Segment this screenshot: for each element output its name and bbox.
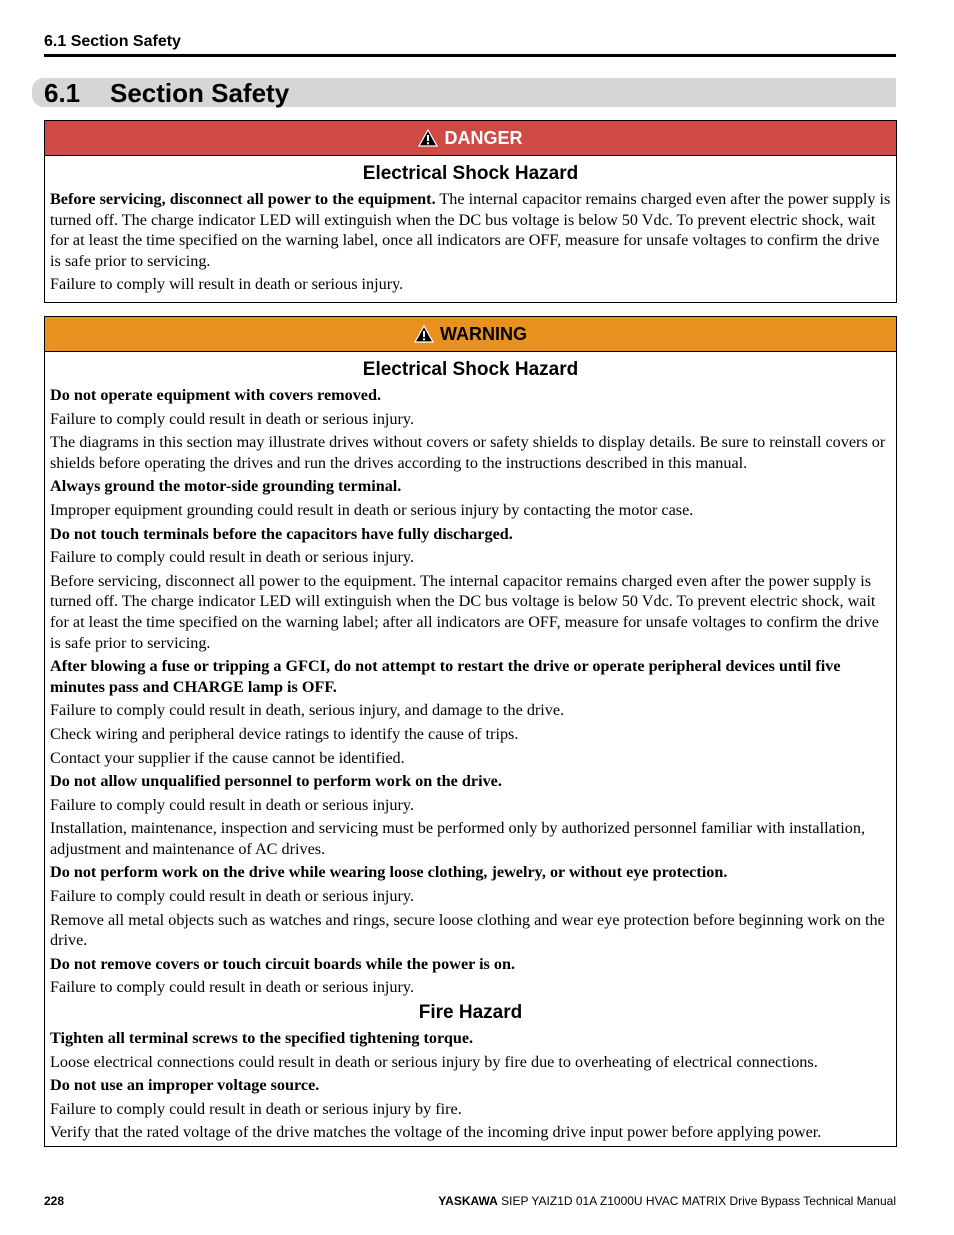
danger-lead-rest: The internal capacitor remains charged even after the power supply is turned off. The charge indicator LED will extinguish when the DC bus voltage is below 50 Vdc. To prevent electric shock, wait for at least the time specified on the warning label, once all indicators are OFF, measure for unsafe voltages to confirm the drive is safe prior to servicing.: [50, 190, 891, 270]
section-title-text: Section Safety: [110, 78, 290, 108]
danger-body: [45, 189, 896, 295]
instruction-text: Contact your supplier if the cause cannot be identified.: [50, 748, 405, 767]
instruction-text: Failure to comply could result in death, serious injury, and damage to the drive.: [50, 701, 565, 720]
instruction-text: Failure to comply could result in death or serious injury.: [50, 548, 414, 567]
instruction-heading: Do not remove covers or touch circuit boards while the power is on.: [50, 954, 516, 973]
section-title: [44, 78, 289, 108]
instruction-text: Loose electrical connections could result in death or serious injury by fire due to overheating of electrical connections.: [50, 1052, 818, 1071]
instruction-text: Failure to comply could result in death or serious injury.: [50, 887, 414, 906]
danger-box: [44, 120, 897, 303]
warning-header: [45, 317, 896, 352]
page-number: 228: [44, 1194, 65, 1208]
danger-lead-bold: Before servicing, disconnect all power to the equipment.: [50, 190, 436, 208]
instruction-heading: Do not use an improper voltage source.: [50, 1076, 320, 1095]
section-title-bar: [32, 78, 896, 107]
fire-hazard-title: Fire Hazard: [418, 1002, 523, 1024]
instruction-heading: Do not perform work on the drive while wearing loose clothing, jewelry, or without eye protection.: [50, 863, 728, 882]
danger-hazard-title: Electrical Shock Hazard: [362, 163, 579, 184]
instruction-text: Failure to comply could result in death or serious injury.: [50, 795, 414, 814]
manual-title-text: SIEP YAIZ1D 01A Z1000U HVAC MATRIX Drive Bypass Technical Manual: [497, 1194, 896, 1208]
instruction-text: Failure to comply could result in death or serious injury by fire.: [50, 1099, 462, 1118]
instruction-text: Remove all metal objects such as watches and rings, secure loose clothing and wear eye protection before beginning work on the drive.: [50, 910, 885, 950]
warning-body: [45, 385, 896, 998]
instruction-text: Installation, maintenance, inspection and servicing must be performed only by authorized personnel familiar with installation, adjustment and maintenance of AC drives.: [50, 819, 865, 858]
instruction-text: Check wiring and peripheral device ratings to identify the cause of trips.: [50, 724, 519, 743]
manual-title: [438, 1194, 896, 1208]
instruction-heading: Do not operate equipment with covers removed.: [50, 386, 382, 404]
instruction-heading: Do not touch terminals before the capacitors have fully discharged.: [50, 524, 513, 543]
header-rule: [44, 54, 896, 57]
danger-label: DANGER: [444, 127, 523, 148]
instruction-text: Failure to comply could result in death or serious injury.: [50, 409, 414, 428]
danger-lead-paragraph: [50, 189, 892, 271]
instruction-heading: After blowing a fuse or tripping a GFCI, do not attempt to restart the drive or operate peripheral devices until five minutes pass and CHARGE lamp is OFF.: [50, 657, 841, 696]
running-header: 6.1 Section Safety: [44, 33, 181, 50]
brand-name: YASKAWA: [438, 1194, 498, 1208]
instruction-heading: Do not allow unqualified personnel to perform work on the drive.: [50, 772, 502, 791]
section-number: 6.1: [44, 78, 81, 108]
danger-header: [45, 121, 896, 156]
warning-hazard-title: Electrical Shock Hazard: [362, 359, 579, 380]
instruction-text: Verify that the rated voltage of the drive matches the voltage of the incoming drive input power before applying power.: [50, 1123, 822, 1142]
danger-consequence: Failure to comply will result in death or serious injury.: [50, 275, 404, 294]
instruction-heading: Always ground the motor-side grounding terminal.: [50, 477, 402, 496]
warning-box: [44, 316, 897, 1147]
instruction-heading: Tighten all terminal screws to the specified tightening torque.: [50, 1029, 474, 1048]
instruction-text: Before servicing, disconnect all power to the equipment. The internal capacitor remains charged even after the power supply is turned off. The charge indicator LED will extinguish when the DC bus voltage is below 50 Vdc. To prevent electric shock, wait for at least the time specified on the warning label; after all indicators are OFF, measure for unsafe voltages to confirm the drive is safe prior to servicing.: [50, 571, 879, 652]
warning-triangle-icon: [414, 325, 434, 343]
warning-label: WARNING: [440, 323, 527, 344]
instruction-text: Failure to comply could result in death or serious injury.: [50, 978, 414, 997]
instruction-text: The diagrams in this section may illustrate drives without covers or safety shields to display details. Be sure to reinstall covers or shields before operating the drives and run the drives according to the instructions described in this manual.: [50, 433, 886, 472]
warning-triangle-icon: [418, 129, 438, 147]
instruction-text: Improper equipment grounding could result in death or serious injury by contacting the motor case.: [50, 500, 694, 519]
fire-body: [45, 1028, 896, 1143]
